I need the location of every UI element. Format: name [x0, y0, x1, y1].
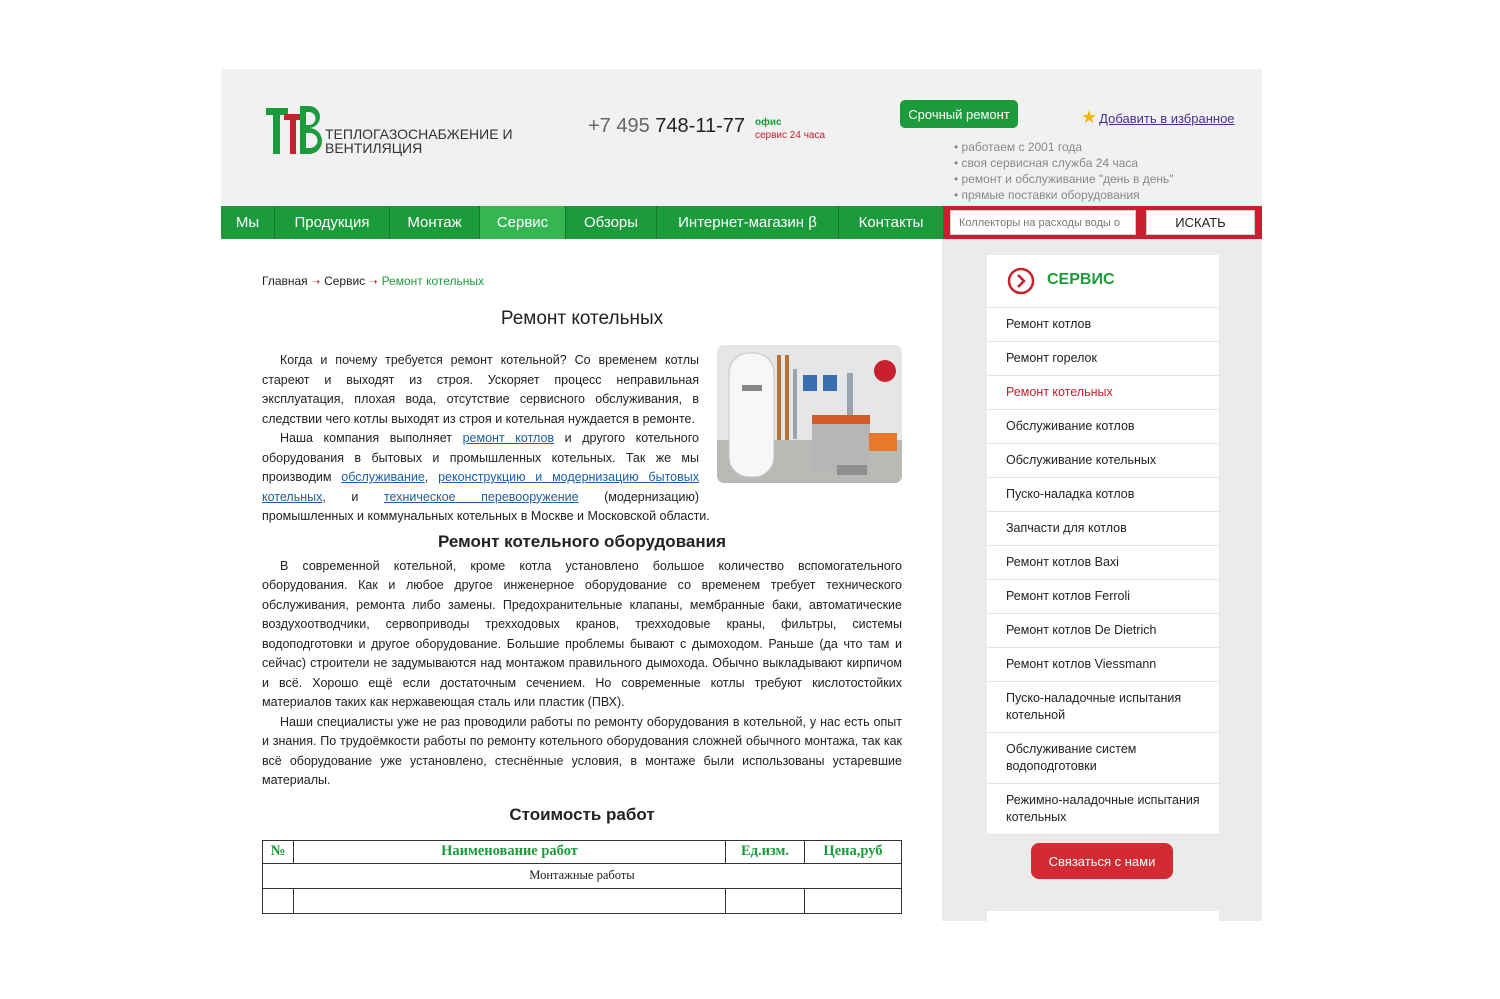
star-icon: ★: [1081, 107, 1098, 127]
sidebar: [942, 239, 1262, 921]
phone-prefix: +7 495: [588, 115, 656, 137]
text-span: Наша компания выполняет: [280, 431, 463, 445]
table-cell: [263, 888, 294, 913]
link-boiler-repair[interactable]: ремонт котлов: [462, 431, 555, 445]
phone-number[interactable]: [588, 115, 745, 138]
breadcrumb-arrow-icon: ➝: [369, 277, 378, 288]
intro-paragraph: Когда и почему требуется ремонт котельной? Со временем котлы стареют и выходят из строя. Ускоряет процесс неправильная эксплуатация, плохая вода, отсутствие сервисного обслуживания, в следствии чего котлы выходят из строя и котельная нуждается в ремонте.: [262, 353, 699, 426]
sidebar-box: [987, 911, 1219, 921]
breadcrumb-arrow-icon: ➝: [311, 277, 321, 288]
sidebar-item-water-treatment[interactable]: Обслуживание систем водоподготовки: [987, 733, 1219, 784]
section-heading: Ремонт котельного оборудования: [437, 531, 727, 551]
nav-item-reviews[interactable]: Обзоры: [566, 206, 657, 239]
phone-main: 748-11-77: [655, 115, 745, 137]
article: [262, 307, 902, 914]
chevron-circle-icon: [1007, 267, 1035, 295]
urgent-repair-button[interactable]: Срочный ремонт: [900, 100, 1018, 128]
search-input[interactable]: [950, 210, 1136, 235]
breadcrumb-current: Ремонт котельных: [381, 274, 485, 288]
breadcrumb-home[interactable]: Главная: [262, 274, 308, 288]
table-cell: [805, 888, 902, 913]
site-header: [221, 69, 1262, 206]
service-menu: [987, 255, 1219, 835]
search-button[interactable]: ИСКАТЬ: [1146, 210, 1255, 235]
advantage-item: • прямые поставки оборудования: [954, 187, 1174, 203]
add-to-favorites-link[interactable]: [1081, 107, 1235, 128]
boiler-room-photo: [717, 345, 902, 483]
column-header-unit: Ед.изм.: [726, 840, 805, 863]
text-span: ,: [424, 470, 439, 484]
table-cell: [294, 888, 726, 913]
link-technical-reequipment[interactable]: техническое перевооружение: [383, 489, 579, 504]
sidebar-item-boiler-repair[interactable]: Ремонт котлов: [987, 308, 1219, 342]
page: [221, 69, 1262, 921]
link-maintenance[interactable]: обслуживание: [341, 470, 425, 484]
table-header-row: [263, 840, 902, 863]
sidebar-item-boiler-room-maintenance[interactable]: Обслуживание котельных: [987, 444, 1219, 478]
sidebar-item-burner-repair[interactable]: Ремонт горелок: [987, 342, 1219, 376]
nav-item-contacts[interactable]: Контакты: [858, 214, 924, 231]
advantage-item: • своя сервисная служба 24 часа: [954, 155, 1174, 171]
phone-notes: [755, 116, 825, 142]
nav-item-shop[interactable]: Интернет-магазин β: [657, 206, 839, 239]
service-menu-heading: СЕРВИС: [1047, 271, 1115, 288]
sidebar-item-spare-parts[interactable]: Запчасти для котлов: [987, 512, 1219, 546]
column-header-name: Наименование работ: [294, 840, 726, 863]
table-group-row: Монтажные работы: [263, 863, 902, 888]
column-header-number: №: [263, 840, 294, 863]
price-table: [262, 840, 902, 914]
advantage-item: • ремонт и обслуживание "день в день": [954, 171, 1174, 187]
sidebar-item-boiler-room-repair[interactable]: Ремонт котельных: [987, 376, 1219, 410]
nav-item-installation[interactable]: Монтаж: [390, 206, 480, 239]
breadcrumb: [262, 274, 484, 288]
table-row: [263, 863, 902, 888]
main-nav: [221, 206, 943, 239]
sidebar-item-baxi[interactable]: Ремонт котлов Baxi: [987, 546, 1219, 580]
phone-note-service: сервис 24 часа: [755, 130, 826, 141]
sidebar-item-commissioning-tests[interactable]: Пуско-наладочные испытания котельной: [987, 682, 1219, 733]
sidebar-item-ferroli[interactable]: Ремонт котлов Ferroli: [987, 580, 1219, 614]
cost-heading: Стоимость работ: [509, 804, 655, 824]
sidebar-item-de-dietrich[interactable]: Ремонт котлов De Dietrich: [987, 614, 1219, 648]
table-row: [263, 888, 902, 913]
service-menu-title: [987, 255, 1219, 308]
experience-paragraph: Наши специалисты уже не раз проводили работы по ремонту оборудования в котельной, у нас есть опыт и знания. По трудоёмкости работы по ремонту котельного оборудования сложней обычного монтажа, так как всё оборудование уже установлено, стеснённые условия, в монтаже были использованы устаревшие материалы.: [262, 714, 902, 787]
table-cell: [726, 888, 805, 913]
sidebar-item-boiler-maintenance[interactable]: Обслуживание котлов: [987, 410, 1219, 444]
column-header-price: Цена,руб: [805, 840, 902, 863]
favorites-label: Добавить в избранное: [1099, 111, 1235, 126]
breadcrumb-section[interactable]: Сервис: [324, 274, 366, 288]
sidebar-item-regime-tests[interactable]: Режимно-наладочные испытания котельных: [987, 784, 1219, 835]
search-bar: [943, 206, 1262, 239]
text-span: (модернизацию) промышленных и коммунальных котельных в Москве и Московской области.: [262, 489, 710, 523]
nav-item-products[interactable]: Продукция: [275, 206, 390, 239]
advantage-item: • работаем с 2001 года: [954, 139, 1174, 155]
page-title: Ремонт котельных: [500, 308, 664, 329]
company-logo[interactable]: [266, 106, 322, 156]
equipment-paragraph: В современной котельной, кроме котла установлено большое количество вспомогательного оборудования. Как и любое другое инженерное оборудование со временем требует технического обслуживания, ремонта либо замены. Предохранительные клапаны, мембранные баки, автоматические воздухоотводчики, сервоприводы трехходовых кранов, трехходовые краны, фильтры, системы водоподготовки и другое оборудование. Большие проблемы бывают с дымоходом. Раньше (да что там и сейчас) строители не задумываются над монтажом правильного дымохода. Обычно выкладывают кирпичом и всё. Хорошо ещё если достаточным сечением. Но современные котлы требуют кислотостойких материалов таких как нержавеющая сталь или пластик (ПВХ).: [262, 558, 902, 709]
phone-note-office: офис: [755, 117, 782, 128]
contact-us-button[interactable]: Связаться с нами: [1031, 843, 1173, 879]
text-span: и другого котельного оборудования в бытовых и промышленных котельных. Так же мы производим: [262, 431, 699, 484]
advantages-list: [954, 139, 1174, 203]
link-reconstruction[interactable]: реконструкцию и модернизацию бытовых котельных: [262, 470, 699, 504]
text-span: , и: [322, 489, 384, 504]
sidebar-item-commissioning[interactable]: Пуско-наладка котлов: [987, 478, 1219, 512]
sidebar-item-viessmann[interactable]: Ремонт котлов Viessmann: [987, 648, 1219, 682]
nav-item-about[interactable]: Мы: [221, 206, 275, 239]
company-name: ТЕПЛОГАЗОСНАБЖЕНИЕ И ВЕНТИЛЯЦИЯ: [325, 126, 513, 156]
nav-item-service[interactable]: Сервис: [480, 206, 566, 239]
